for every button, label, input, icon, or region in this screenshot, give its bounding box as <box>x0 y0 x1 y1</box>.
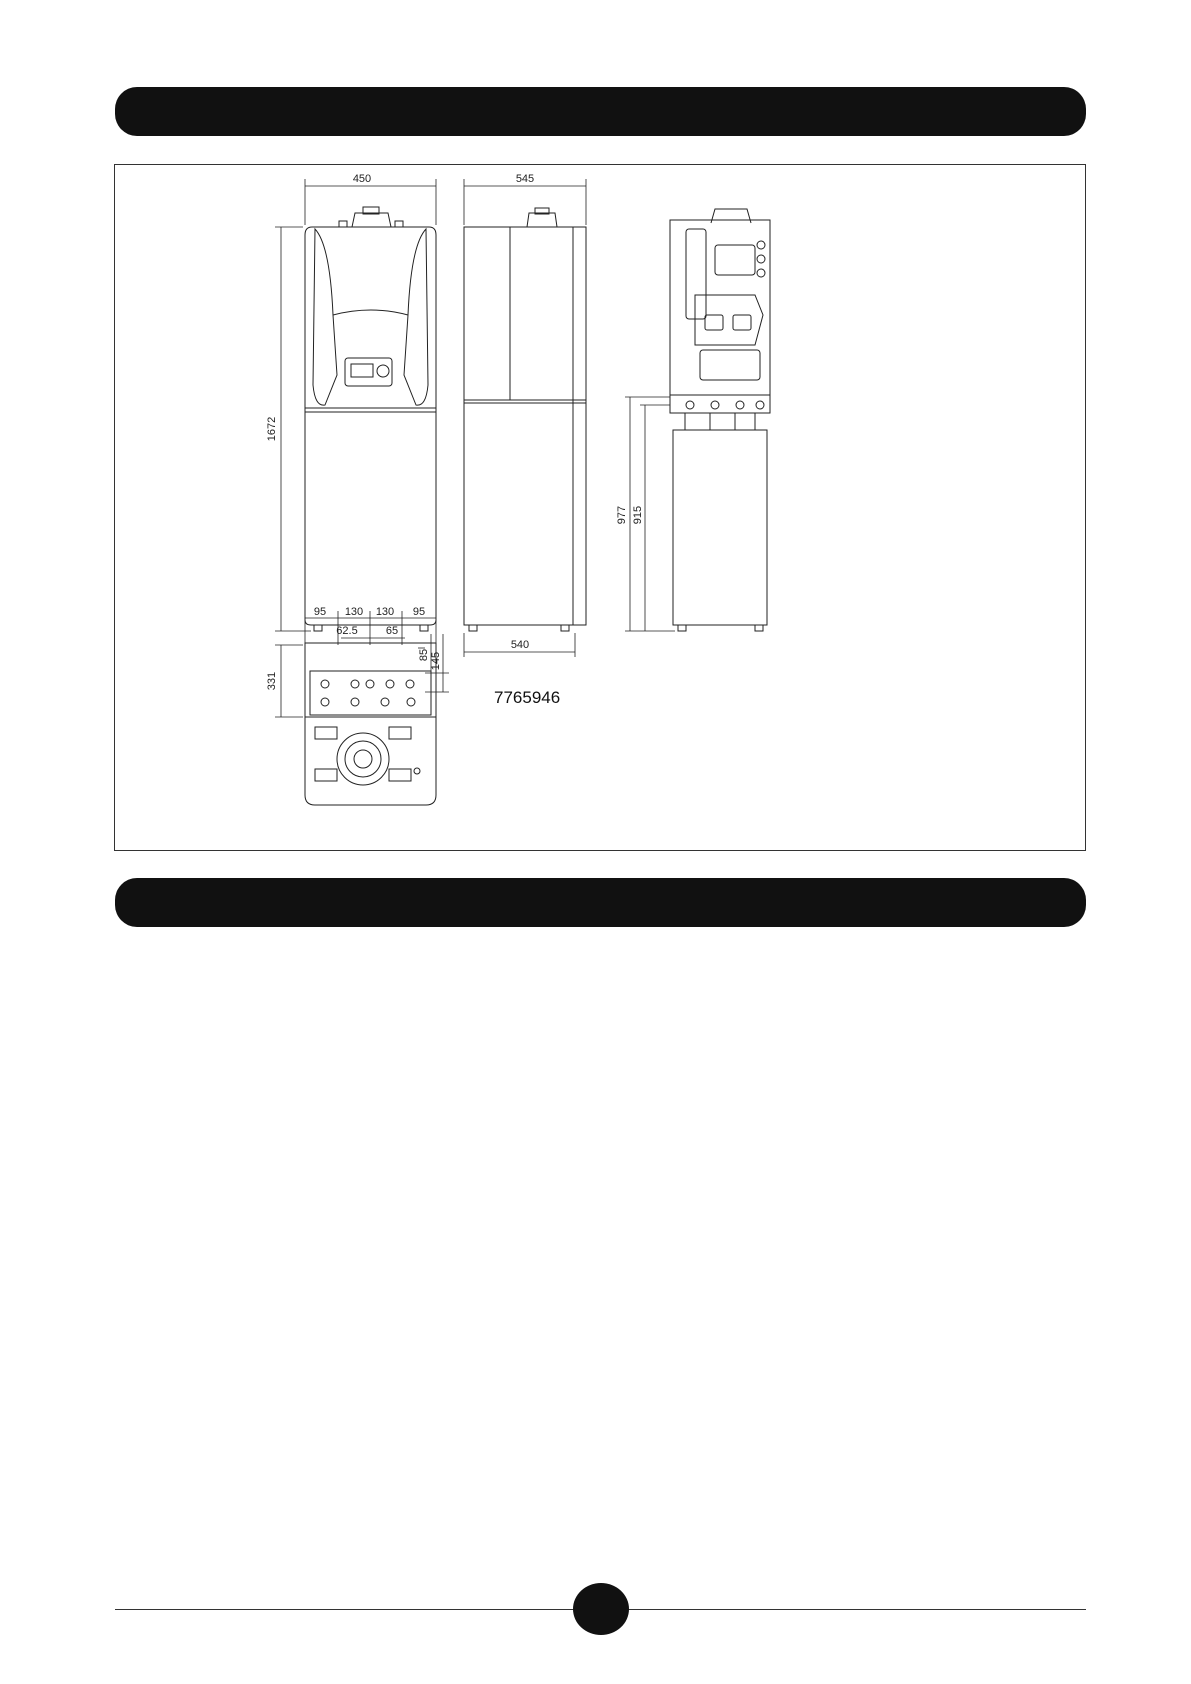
boiler-dimension-drawing <box>115 165 1087 852</box>
section-header-bar <box>115 87 1086 136</box>
bottom-w-right-label: 95 <box>412 606 426 618</box>
side-depth-bottom-label: 540 <box>510 639 530 651</box>
bottom-offset-b-label: 65 <box>385 625 399 637</box>
front-view <box>305 207 436 631</box>
section-header-bar <box>115 878 1086 927</box>
bottom-offset-a-label: 62.5 <box>336 625 358 637</box>
section-header-label <box>115 101 145 121</box>
dimension-drawing-frame <box>114 164 1086 851</box>
bottom-depth-label: 331 <box>266 671 278 691</box>
front-dimension-lines <box>275 179 436 631</box>
front-height-label: 1672 <box>266 416 278 442</box>
open-internal-view <box>670 209 770 631</box>
side-depth-top-label: 545 <box>515 173 535 185</box>
open-outer-height-label: 977 <box>616 505 628 525</box>
bottom-view <box>305 643 436 805</box>
bottom-h1-label: 85 <box>418 648 430 662</box>
side-dimension-lines <box>464 179 586 657</box>
bottom-dimension-lines <box>275 611 449 717</box>
bottom-w-left-label: 95 <box>313 606 327 618</box>
side-view <box>464 208 586 631</box>
drawing-code: 7765946 <box>494 688 561 707</box>
open-inner-height-label: 915 <box>632 505 644 525</box>
bottom-w-mid1-label: 130 <box>344 606 364 618</box>
section-header-label <box>115 892 145 912</box>
bottom-w-mid2-label: 130 <box>375 606 395 618</box>
front-width-label: 450 <box>352 173 372 185</box>
page-number-badge <box>573 1583 629 1635</box>
bottom-h2-label: 145 <box>430 651 442 671</box>
